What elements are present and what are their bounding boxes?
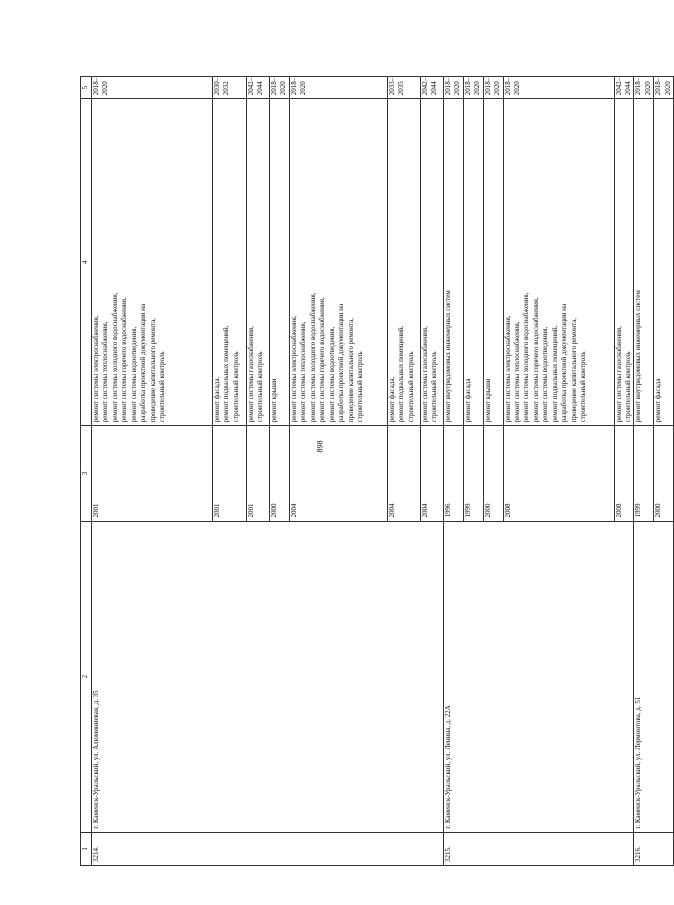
works-cell (270, 99, 290, 426)
work-line: ремонт системы горячего водоснабжения, (318, 297, 327, 423)
work-line: ремонт системы теплоснабжения, (101, 321, 110, 423)
year-cell: 2001 (247, 426, 270, 521)
address-cell: г. Каменск-Уральский, ул. Лермонтова, д. 51 (634, 521, 674, 832)
work-line: проведение капитального ремонта, (148, 317, 157, 423)
period-cell: 2042–2044 (420, 77, 443, 99)
work-line: ремонт системы горячего водоснабжения, (120, 297, 129, 423)
year-cell: 1999 (463, 426, 483, 521)
column-header-4: 4 (81, 99, 92, 426)
period-cell: 2030–2032 (213, 77, 247, 99)
work-line: строительный контроль (256, 351, 265, 423)
work-line: ремонт системы водоотведения, (541, 326, 550, 423)
work-line: ремонт внутридомовых инженерных систем (443, 290, 452, 423)
column-header-5: 5 (81, 77, 92, 99)
works-cell (483, 99, 503, 426)
work-line: ремонт фасада, (213, 376, 221, 423)
work-line: ремонт фасада, (387, 376, 396, 423)
period-cell: 2018–2020 (270, 77, 290, 99)
year-cell: 2000 (270, 426, 290, 521)
works-cell (503, 99, 614, 426)
column-header-2: 2 (81, 521, 92, 832)
year-cell: 2000 (483, 426, 503, 521)
period-cell: 2042–2044 (614, 77, 634, 99)
works-cell (654, 99, 674, 426)
period-cell: 2018–2020 (654, 77, 674, 99)
work-line: ремонт системы холодного водоснабжения, (308, 292, 317, 423)
page-number: 898 (315, 440, 325, 453)
work-line: ремонт системы электроснабжения, (289, 315, 298, 423)
work-line: ремонт внутридомовых инженерных систем (634, 290, 643, 423)
work-line: ремонт системы газоснабжения, (614, 326, 623, 423)
column-header-3: 3 (81, 426, 92, 521)
year-cell: 1996 (443, 426, 463, 521)
works-cell (420, 99, 443, 426)
repair-schedule-table (80, 76, 674, 866)
work-line: ремонт фасада (654, 378, 663, 423)
work-line: ремонт системы горячего водоснабжения, (531, 297, 540, 423)
year-cell: 2004 (420, 426, 443, 521)
work-line: разработка проектной документации на (560, 303, 569, 423)
work-line: ремонт системы водоотведения, (327, 326, 336, 423)
work-line: строительный контроль (231, 351, 240, 423)
work-line: строительный контроль (158, 351, 167, 423)
work-line: ремонт системы водоотведения, (129, 326, 138, 423)
year-cell: 2004 (289, 426, 387, 521)
work-line: проведение капитального ремонта, (569, 317, 578, 423)
table-row (443, 77, 463, 866)
address-cell: г. Каменск-Уральский, ул. Алюминиевая, д. 35 (92, 521, 444, 832)
work-line: ремонт подвальных помещений, (222, 325, 231, 423)
work-line: строительный контроль (623, 351, 632, 423)
works-cell (289, 99, 387, 426)
address-cell: г. Каменск-Уральский, ул. Ленина, д. 22А (443, 521, 634, 832)
period-cell: 2018–2020 (92, 77, 213, 99)
works-cell (463, 99, 483, 426)
table-row (634, 77, 654, 866)
works-cell (213, 99, 247, 426)
row-number-cell: 3214. (92, 832, 444, 865)
work-line: ремонт системы электроснабжения, (503, 315, 512, 423)
work-line: разработка проектной документации на (139, 303, 148, 423)
work-line: ремонт системы теплоснабжения, (512, 321, 521, 423)
work-line: ремонт системы холодного водоснабжения, (522, 292, 531, 423)
work-line: разработка проектной документации на (337, 303, 346, 423)
period-cell: 2018–2020 (503, 77, 614, 99)
work-line: ремонт системы газоснабжения, (247, 326, 255, 423)
table-container (80, 76, 672, 866)
work-line: ремонт системы теплоснабжения, (299, 321, 308, 423)
year-cell: 2000 (654, 426, 674, 521)
works-cell (387, 99, 420, 426)
row-number-cell: 3215. (443, 832, 634, 865)
work-line: ремонт системы газоснабжения, (420, 326, 429, 423)
column-number-header-row (81, 77, 92, 866)
period-cell: 2018–2020 (289, 77, 387, 99)
table-body (81, 77, 674, 866)
works-cell (614, 99, 634, 426)
work-line: ремонт системы электроснабжения, (92, 315, 100, 423)
works-cell (92, 99, 213, 426)
year-cell: 2008 (614, 426, 634, 521)
works-cell (443, 99, 463, 426)
period-cell: 2042–2044 (247, 77, 270, 99)
table-row (92, 77, 213, 866)
period-cell: 2018–2020 (634, 77, 654, 99)
work-line: строительный контроль (406, 351, 415, 423)
work-line: ремонт подвальных помещений, (397, 325, 406, 423)
work-line: строительный контроль (430, 351, 439, 423)
period-cell: 2018–2020 (483, 77, 503, 99)
works-cell (247, 99, 270, 426)
period-cell: 2018–2020 (463, 77, 483, 99)
work-line: ремонт системы холодного водоснабжения, (110, 292, 119, 423)
period-cell: 2033–2035 (387, 77, 420, 99)
year-cell: 2008 (503, 426, 614, 521)
year-cell: 2001 (92, 426, 213, 521)
work-line: ремонт фасада (463, 378, 472, 423)
work-line: ремонт крыши (270, 378, 278, 423)
work-line: ремонт подвальных помещений, (550, 325, 559, 423)
period-cell: 2018–2020 (443, 77, 463, 99)
row-number-cell: 3216. (634, 832, 674, 865)
year-cell: 2001 (213, 426, 247, 521)
column-header-1: 1 (81, 832, 92, 865)
work-line: строительный контроль (355, 351, 364, 423)
year-cell: 2004 (387, 426, 420, 521)
work-line: строительный контроль (579, 351, 587, 423)
year-cell: 1999 (634, 426, 654, 521)
work-line: проведение капитального ремонта, (346, 317, 355, 423)
works-cell (634, 99, 654, 426)
work-line: ремонт крыши (483, 378, 492, 423)
